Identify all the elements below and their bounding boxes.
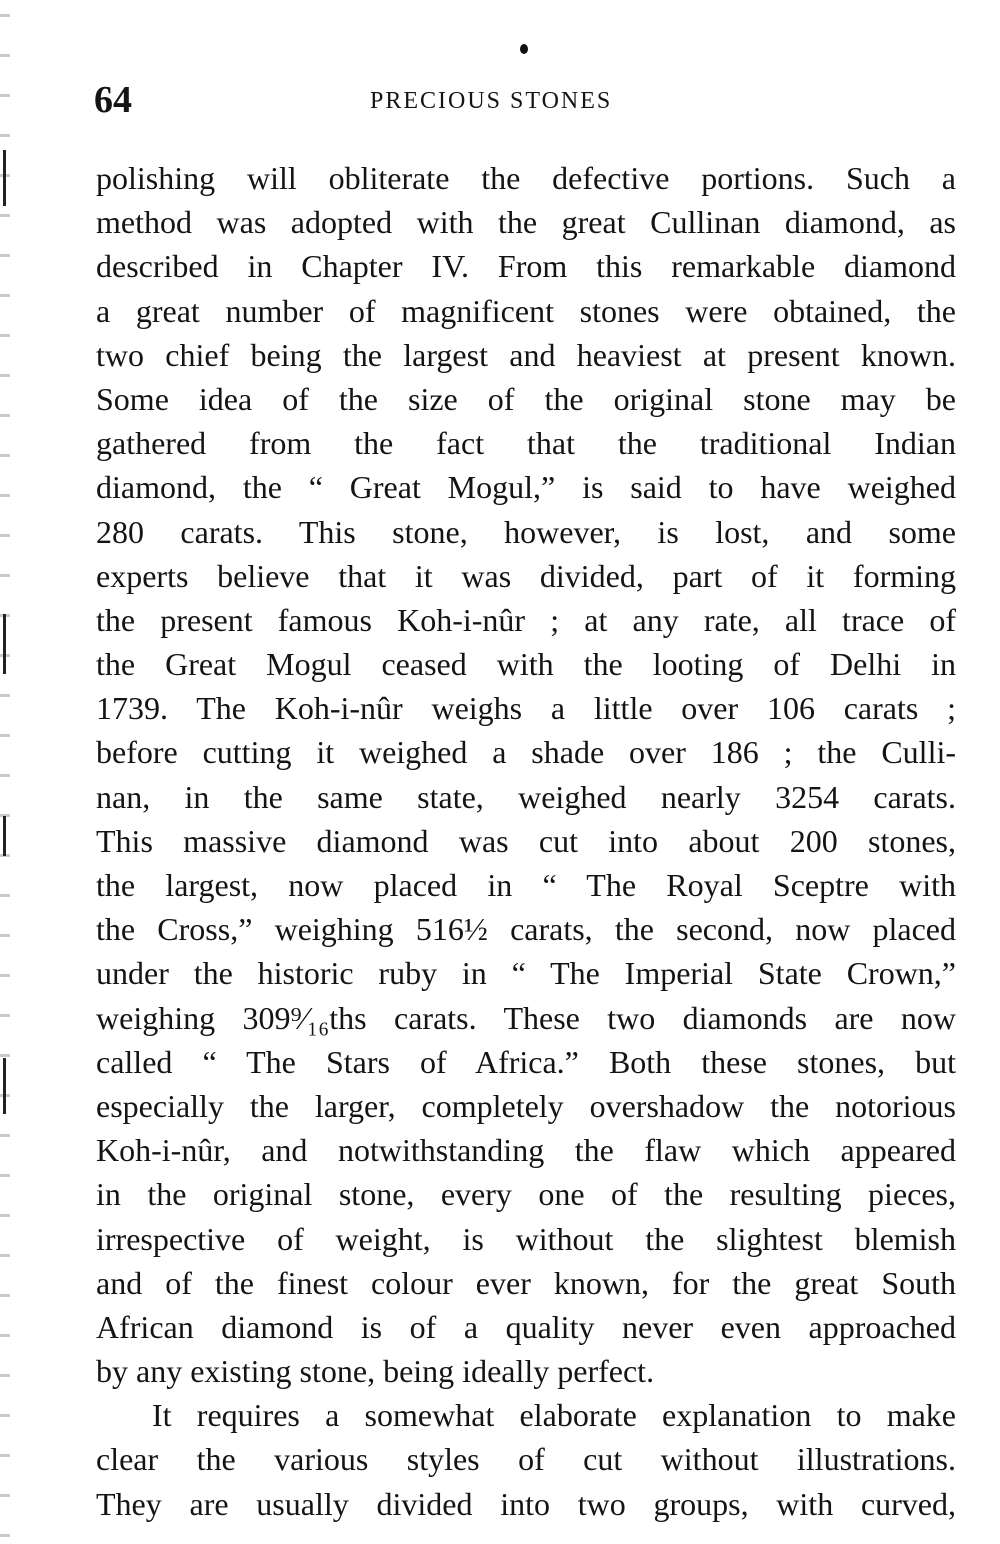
running-head: PRECIOUS STONES: [370, 88, 613, 114]
binding-mark: [3, 150, 6, 206]
text-line: called “ The Stars of Africa.” Both these stones, but: [96, 1043, 956, 1080]
page-binding-edge: [0, 0, 10, 1544]
ink-dot: [520, 44, 528, 54]
text-line: under the historic ruby in “ The Imperial State Crown,”: [96, 955, 956, 992]
binding-mark: [3, 614, 6, 674]
text-line: a great number of magnificent stones were obtained, the: [96, 292, 956, 329]
text-line: the Great Mogul ceased with the looting of Delhi in: [96, 646, 956, 683]
page-header: [94, 78, 956, 128]
text-line: before cutting it weighed a shade over 186 ; the Culli-: [96, 734, 956, 771]
text-line: method was adopted with the great Cullinan diamond, as: [96, 204, 956, 241]
text-line: nan, in the same state, weighed nearly 3254 carats.: [96, 778, 956, 815]
text-line: Some idea of the size of the original stone may be: [96, 380, 956, 417]
text-line: Koh-i-nûr, and notwithstanding the flaw which appeared: [96, 1132, 956, 1169]
text-line: the Cross,” weighing 516½ carats, the second, now placed: [96, 911, 956, 948]
text-line: two chief being the largest and heaviest at present known.: [96, 336, 956, 373]
text-line: clear the various styles of cut without illustrations.: [96, 1441, 956, 1478]
page-number: 64: [94, 79, 132, 121]
text-line: in the original stone, every one of the resulting pieces,: [96, 1176, 956, 1213]
text-line: polishing will obliterate the defective portions. Such a: [96, 160, 956, 196]
body-text: [96, 156, 956, 1526]
text-line: especially the larger, completely overshadow the notorious: [96, 1087, 956, 1124]
paragraph-first-line: It requires a somewhat elaborate explanation to make: [152, 1397, 956, 1434]
text-line: African diamond is of a quality never even approached: [96, 1308, 956, 1345]
binding-mark: [3, 816, 6, 856]
binding-mark: [3, 1058, 6, 1114]
text-line: the largest, now placed in “ The Royal Sceptre with: [96, 867, 956, 903]
text-line: gathered from the fact that the traditional Indian: [96, 425, 956, 462]
text-line: weighing 309⁹⁄₁₆ths carats. These two diamonds are now: [96, 999, 956, 1036]
text-line: diamond, the “ Great Mogul,” is said to have weighed: [96, 469, 956, 506]
text-line: the present famous Koh-i-nûr ; at any rate, all trace of: [96, 601, 956, 638]
text-line: This massive diamond was cut into about 200 stones,: [96, 822, 956, 859]
paragraph-last-line: by any existing stone, being ideally perfect.: [96, 1353, 655, 1390]
text-line: 280 carats. This stone, however, is lost, and some: [96, 513, 956, 550]
text-line: 1739. The Koh-i-nûr weighs a little over 106 carats ;: [96, 690, 956, 727]
text-line: They are usually divided into two groups, with curved,: [96, 1485, 956, 1522]
text-line: described in Chapter IV. From this remarkable diamond: [96, 248, 956, 285]
text-line: irrespective of weight, is without the slightest blemish: [96, 1220, 956, 1257]
text-line: and of the finest colour ever known, for the great South: [96, 1264, 956, 1301]
text-line: experts believe that it was divided, part of it forming: [96, 557, 956, 594]
